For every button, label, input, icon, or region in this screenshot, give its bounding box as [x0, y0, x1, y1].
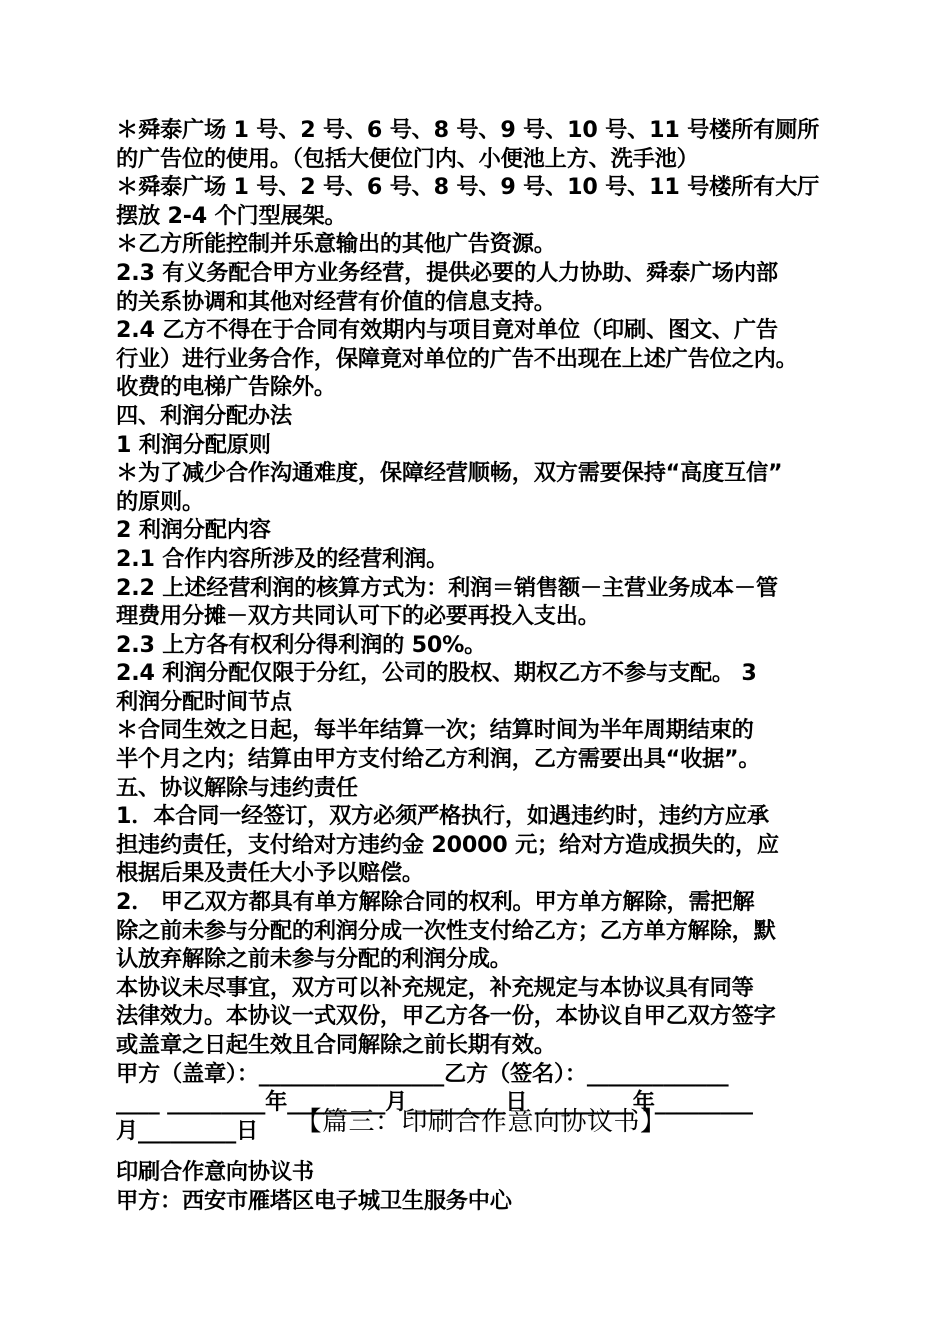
document-page [116, 116, 846, 1214]
text-line: 根据后果及责任大小予以赔偿。 [116, 860, 424, 887]
date-line: 月_________日 [116, 1117, 259, 1144]
text-line: 2.1 合作内容所涉及的经营利润。 [116, 545, 449, 572]
date-line: ____ _________年_________月_________日 _________年_________ [116, 1089, 753, 1116]
text-line: 法律效力。本协议一式双份，甲乙方各一份，本协议自甲乙双方签字 [116, 1003, 776, 1030]
text-line: 收费的电梯广告除外。 [116, 374, 336, 401]
document-title: 印刷合作意向协议书 [116, 1159, 314, 1185]
section-heading-5: 五、协议解除与违约责任 [116, 774, 358, 801]
text-line: 利润分配时间节点 [116, 688, 292, 715]
text-line: 的关系协调和其他对经营有价值的信息支持。 [116, 288, 556, 315]
chapter-title: 【篇三：印刷合作意向协议书】 [295, 1107, 667, 1137]
signature-line: 甲方（盖章）：_________________乙方（签名）：_____________ [116, 1060, 729, 1087]
text-line: ＊舜泰广场 1 号、2 号、6 号、8 号、9 号、10 号、11 号楼所有厕所 [116, 117, 820, 143]
text-line: 2.3 有义务配合甲方业务经营，提供必要的人力协助、舜泰广场内部 [116, 259, 778, 286]
text-line: 2.2 上述经营利润的核算方式为：利润＝销售额－主营业务成本－管 [116, 574, 778, 601]
text-line: 理费用分摊－双方共同认可下的必要再投入支出。 [116, 603, 600, 630]
next-chapter-text [116, 1158, 846, 1215]
party-a-line: 甲方：西安市雁塔区电子城卫生服务中心 [116, 1187, 512, 1214]
text-line: 2.4 乙方不得在于合同有效期内与项目竟对单位（印刷、图文、广告 [116, 317, 778, 344]
text-line: 1．本合同一经签订，双方必须严格执行，如遇违约时，违约方应承 [116, 803, 769, 830]
text-line: 或盖章之日起生效且合同解除之前长期有效。 [116, 1032, 556, 1058]
text-line: 认放弃解除之前未参与分配的利润分成。 [116, 946, 512, 973]
text-line: 除之前未参与分配的利润分成一次性支付给乙方；乙方单方解除，默 [116, 917, 776, 944]
text-line: 的广告位的使用。（包括大便位门内、小便池上方、洗手池） [116, 145, 699, 172]
section-heading-4: 四、利润分配办法 [116, 402, 292, 429]
text-line: 1 利润分配原则 [116, 431, 271, 458]
text-line: 行业）进行业务合作，保障竟对单位的广告不出现在上述广告位之内。 [116, 345, 798, 372]
text-line: ＊为了减少合作沟通难度，保障经营顺畅，双方需要保持“高度互信” [116, 460, 783, 487]
text-line: 担违约责任，支付给对方违约金 20000 元；给对方造成损失的，应 [116, 831, 779, 858]
text-line: 半个月之内；结算由甲方支付给乙方利润，乙方需要出具“收据”。 [116, 746, 761, 773]
body-text [116, 116, 846, 1145]
text-line: 2． 甲乙双方都具有单方解除合同的权利。甲方单方解除，需把解 [116, 889, 755, 916]
text-line: 2 利润分配内容 [116, 517, 271, 544]
text-line: 本协议未尽事宜，双方可以补充规定，补充规定与本协议具有同等 [116, 974, 754, 1001]
text-line: 2.4 利润分配仅限于分红，公司的股权、期权乙方不参与支配。 3 [116, 660, 757, 687]
text-line: ＊乙方所能控制并乐意输出的其他广告资源。 [116, 231, 556, 258]
text-line: 2.3 上方各有权利分得利润的 50%。 [116, 631, 487, 658]
text-line: 摆放 2-4 个门型展架。 [116, 202, 347, 229]
text-line: ＊合同生效之日起，每半年结算一次；结算时间为半年周期结束的 [116, 717, 754, 744]
text-line: ＊舜泰广场 1 号、2 号、6 号、8 号、9 号、10 号、11 号楼所有大厅 [116, 174, 820, 201]
text-line: 的原则。 [116, 488, 204, 515]
